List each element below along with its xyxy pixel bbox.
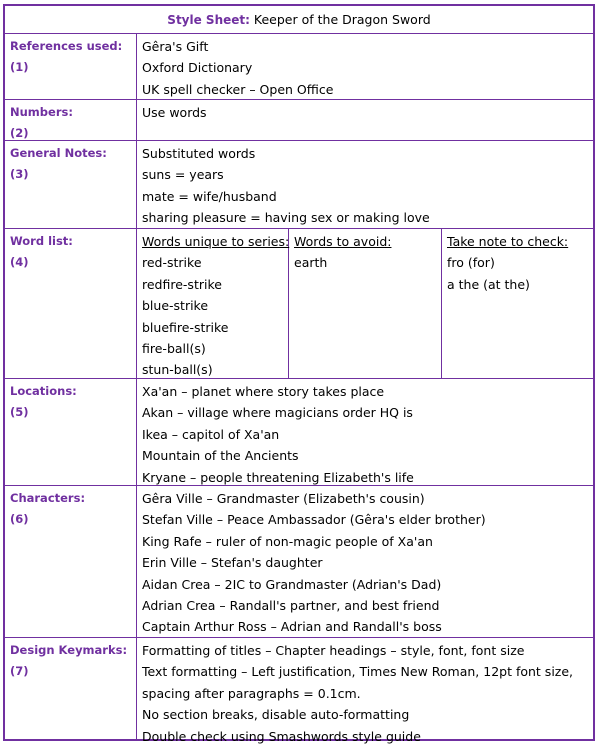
characters-label: Characters: xyxy=(10,491,86,505)
design-keymarks-line: Text formatting – Left justification, Times New Roman, 12pt font size, xyxy=(142,664,574,680)
references-line: Oxford Dictionary xyxy=(142,60,253,76)
locations-label-cell xyxy=(5,379,137,485)
locations-content xyxy=(137,379,593,485)
references-row xyxy=(5,34,593,100)
references-number: (1) xyxy=(10,60,29,74)
numbers-row xyxy=(5,100,593,141)
general-notes-label-cell xyxy=(5,141,137,228)
general-notes-line: suns = years xyxy=(142,167,224,183)
numbers-content xyxy=(137,100,593,140)
locations-line: Xa'an – planet where story takes place xyxy=(142,384,385,399)
words-avoid-header: Words to avoid: xyxy=(294,234,392,249)
take-note-item: a the (at the) xyxy=(447,276,530,292)
words-avoid-item: earth xyxy=(294,255,328,271)
locations-line: Kryane – people threatening Elizabeth's life xyxy=(142,469,414,485)
words-unique-item: redfire-strike xyxy=(142,276,222,292)
locations-number: (5) xyxy=(10,405,29,419)
design-keymarks-number: (7) xyxy=(10,664,29,678)
take-note-column xyxy=(442,229,593,378)
numbers-label-cell xyxy=(5,100,137,140)
characters-line: Erin Ville – Stefan's daughter xyxy=(142,555,323,571)
locations-line: Akan – village where magicians order HQ is xyxy=(142,405,413,421)
title-value: Keeper of the Dragon Sword xyxy=(253,12,431,27)
words-unique-column xyxy=(137,229,289,378)
word-list-row xyxy=(5,229,593,379)
references-line: UK spell checker – Open Office xyxy=(142,81,334,97)
general-notes-line: mate = wife/husband xyxy=(142,188,277,204)
references-content xyxy=(137,34,593,99)
words-unique-item: stun-ball(s) xyxy=(142,362,213,378)
word-list-content xyxy=(137,229,593,378)
references-label-cell xyxy=(5,34,137,99)
design-keymarks-line: Double check using Smashwords style guide xyxy=(142,728,421,744)
design-keymarks-line: No section breaks, disable auto-formatting xyxy=(142,707,410,723)
design-keymarks-label: Design Keymarks: xyxy=(10,643,128,657)
word-list-label: Word list: xyxy=(10,234,73,248)
style-sheet-table xyxy=(3,4,595,744)
general-notes-label: General Notes: xyxy=(10,146,107,160)
numbers-line: Use words xyxy=(142,105,207,120)
general-notes-content xyxy=(137,141,593,228)
take-note-header: Take note to check: xyxy=(447,234,569,249)
take-note-item: fro (for) xyxy=(447,255,495,271)
design-keymarks-line: spacing after paragraphs = 0.1cm. xyxy=(142,685,361,701)
references-line: Gêra's Gift xyxy=(142,39,209,54)
locations-row xyxy=(5,379,593,486)
design-keymarks-content xyxy=(137,638,593,744)
words-unique-item: bluefire-strike xyxy=(142,319,229,335)
numbers-number: (2) xyxy=(10,126,29,140)
design-keymarks-label-cell xyxy=(5,638,137,740)
word-list-label-cell xyxy=(5,229,137,378)
characters-line: Captain Arthur Ross – Adrian and Randall's boss xyxy=(142,619,442,635)
characters-row xyxy=(5,486,593,638)
general-notes-number: (3) xyxy=(10,167,29,181)
general-notes-line: Substituted words xyxy=(142,146,256,161)
numbers-label: Numbers: xyxy=(10,105,73,119)
sheet-title xyxy=(5,6,593,34)
characters-content xyxy=(137,486,593,637)
title-label: Style Sheet: xyxy=(167,13,250,27)
characters-line: King Rafe – ruler of non-magic people of Xa'an xyxy=(142,533,433,549)
design-keymarks-line: Formatting of titles – Chapter headings – style, font, font size xyxy=(142,643,525,658)
word-list-number: (4) xyxy=(10,255,29,269)
characters-line: Adrian Crea – Randall's partner, and best friend xyxy=(142,597,440,613)
words-unique-header: Words unique to series: xyxy=(142,234,290,249)
general-notes-row xyxy=(5,141,593,229)
locations-line: Mountain of the Ancients xyxy=(142,448,299,464)
characters-number: (6) xyxy=(10,512,29,526)
characters-label-cell xyxy=(5,486,137,637)
general-notes-line: sharing pleasure = having sex or making love xyxy=(142,210,430,226)
characters-line: Aidan Crea – 2IC to Grandmaster (Adrian's Dad) xyxy=(142,576,442,592)
characters-line: Stefan Ville – Peace Ambassador (Gêra's elder brother) xyxy=(142,512,486,528)
design-keymarks-row xyxy=(5,638,593,744)
characters-line: Gêra Ville – Grandmaster (Elizabeth's cousin) xyxy=(142,491,425,506)
words-unique-item: fire-ball(s) xyxy=(142,340,206,356)
references-label: References used: xyxy=(10,39,123,53)
words-unique-item: red-strike xyxy=(142,255,202,271)
words-avoid-column xyxy=(289,229,442,378)
words-unique-item: blue-strike xyxy=(142,298,209,314)
locations-line: Ikea – capitol of Xa'an xyxy=(142,426,280,442)
locations-label: Locations: xyxy=(10,384,77,398)
